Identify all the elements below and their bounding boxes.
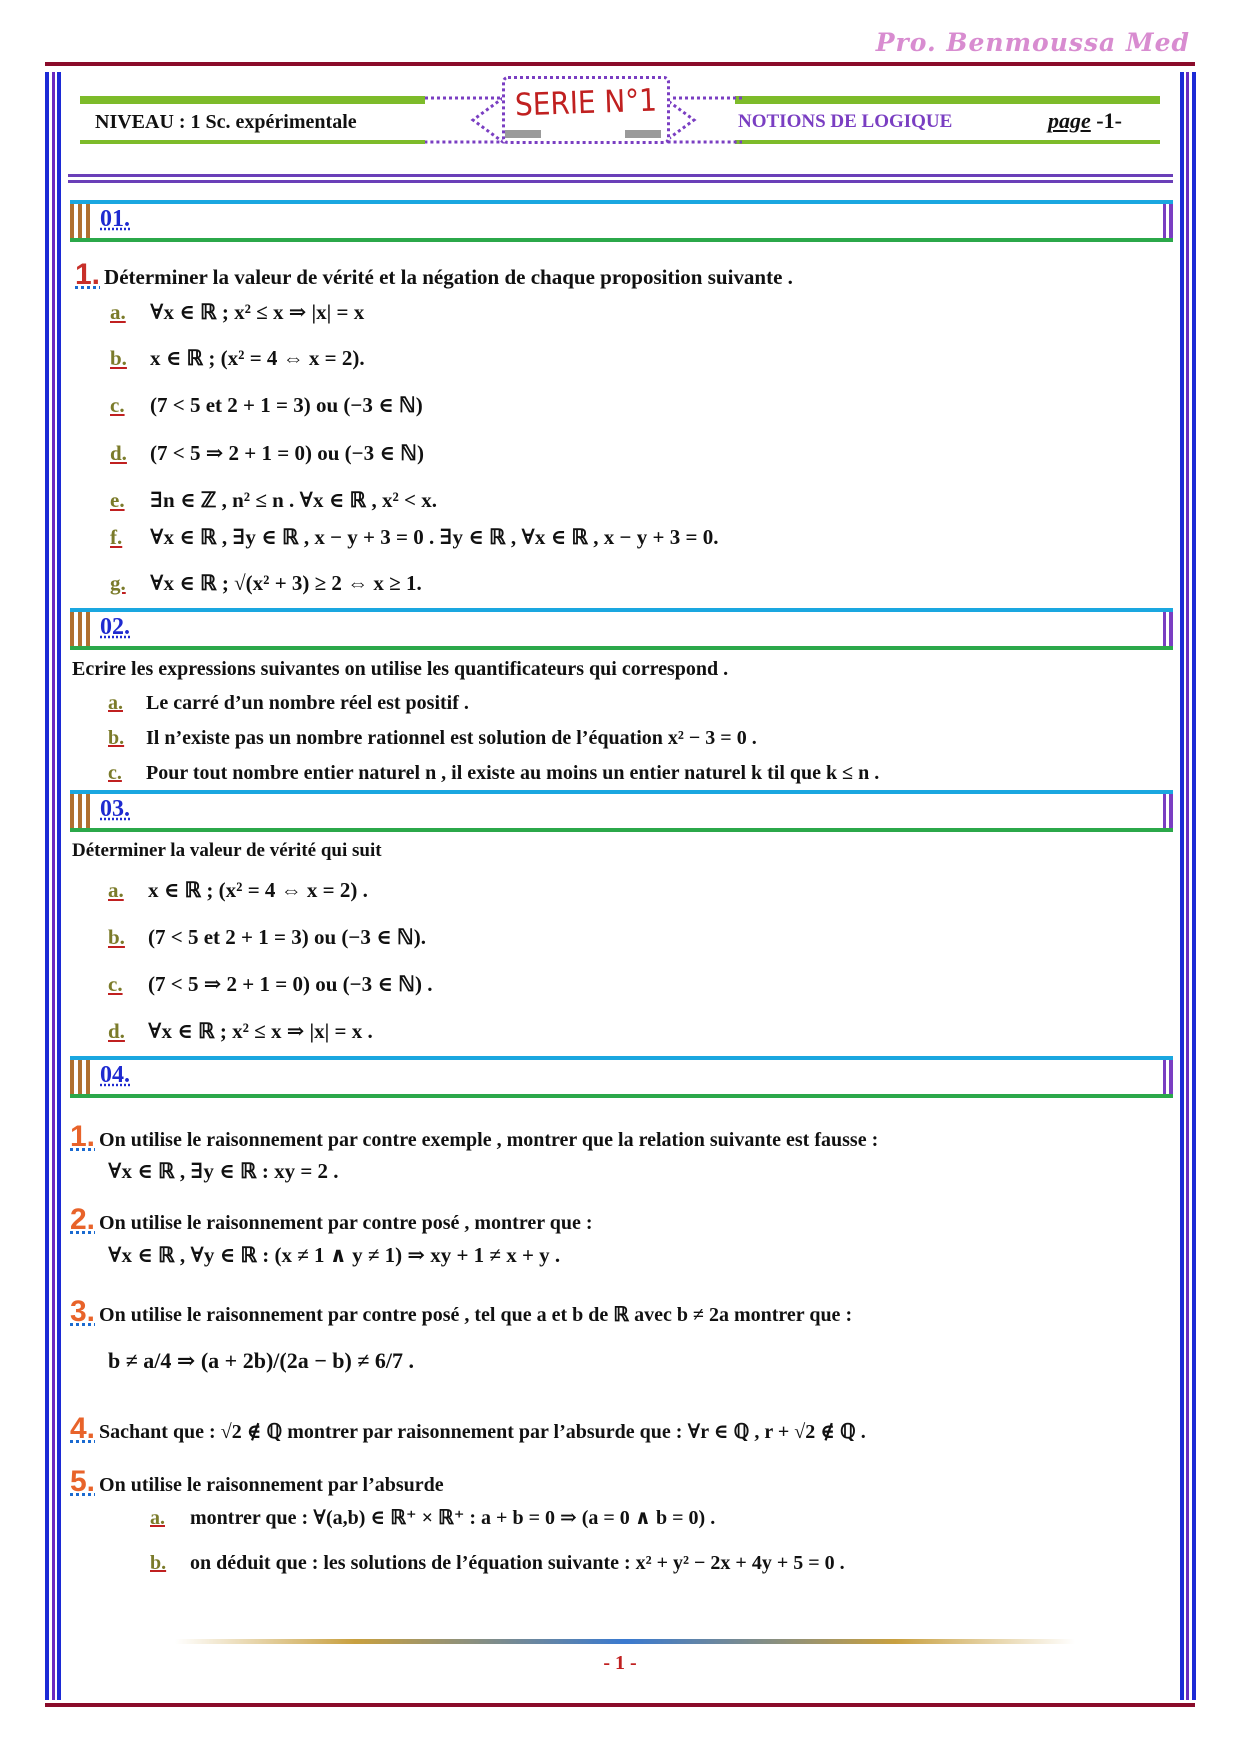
item-text: x ∈ ℝ ; (x² = 4 ⇔ x = 2) .	[148, 878, 368, 902]
item-label: d.	[110, 441, 127, 465]
item-text: x ∈ ℝ ; (x² = 4 ⇔ x = 2).	[150, 346, 365, 370]
header-green-bar-left	[80, 96, 425, 104]
header-green-bar-right	[735, 96, 1160, 104]
s3-item-a	[108, 877, 368, 903]
item-label: a.	[150, 1507, 165, 1529]
question-number: 4.	[70, 1412, 96, 1445]
question-number: 2.	[70, 1203, 96, 1236]
item-text: ∀x ∈ ℝ , ∃y ∈ ℝ , x − y + 3 = 0 . ∃y ∈ ℝ , ∀x ∈ ℝ , x − y + 3 = 0.	[150, 525, 719, 549]
question-text: On utilise le raisonnement par contre posé , tel que a et b de ℝ avec b ≠ 2a montrer que :	[99, 1304, 853, 1326]
item-label: g.	[110, 571, 126, 595]
page-indicator	[1048, 108, 1122, 134]
s1-item-f	[110, 524, 718, 550]
s1-item-e	[110, 487, 437, 513]
s1-item-c	[110, 392, 423, 418]
item-text: (7 < 5 et 2 + 1 = 3) ou (−3 ∈ ℕ).	[148, 925, 426, 949]
item-label: a.	[110, 300, 126, 324]
question-number: 5.	[70, 1465, 96, 1498]
item-text: (7 < 5 ⇒ 2 + 1 = 0) ou (−3 ∈ ℕ)	[150, 441, 424, 465]
s3-item-d	[108, 1018, 373, 1044]
s1-item-d	[110, 440, 424, 466]
frame-top-line	[45, 62, 1195, 66]
s4-q3	[70, 1295, 852, 1329]
page-label: page	[1048, 108, 1091, 133]
question-number: 3.	[70, 1295, 96, 1328]
s1-item-g	[110, 570, 422, 596]
item-label: c.	[108, 972, 123, 996]
item-label: a.	[108, 878, 124, 902]
item-text: Il n’existe pas un nombre rationnel est solution de l’équation x² − 3 = 0 .	[146, 727, 757, 749]
section-02-header	[70, 608, 1173, 650]
item-text: ∀x ∈ ℝ ; √(x² + 3) ≥ 2 ⇔ x ≥ 1.	[150, 571, 422, 595]
s4-q3-formula: b ≠ a/4 ⇒ (a + 2b)/(2a − b) ≠ 6/7 .	[108, 1348, 415, 1373]
s1-q1	[75, 258, 793, 292]
s4-q1	[70, 1120, 878, 1154]
question-text: Sachant que : √2 ∉ ℚ montrer par raisonnement par l’absurde que : ∀r ∈ ℚ , r + √2 ∉ ℚ .	[99, 1421, 866, 1443]
item-text: (7 < 5 ⇒ 2 + 1 = 0) ou (−3 ∈ ℕ) .	[148, 972, 433, 996]
section-number: 04.	[100, 1062, 130, 1088]
s2-intro: Ecrire les expressions suivantes on utilise les quantificateurs qui correspond .	[72, 658, 729, 680]
header-green-underline-left	[80, 140, 425, 144]
section-03-header	[70, 790, 1173, 832]
frame-bottom-line	[45, 1703, 1195, 1707]
question-number: 1.	[75, 258, 101, 291]
s4-q4	[70, 1412, 866, 1446]
s4-q1-formula: ∀x ∈ ℝ , ∃y ∈ ℝ : xy = 2 .	[108, 1159, 339, 1183]
s2-item-b	[108, 727, 757, 750]
topic-label: NOTIONS DE LOGIQUE	[738, 111, 953, 132]
item-label: b.	[108, 727, 125, 749]
item-label: d.	[108, 1019, 125, 1043]
question-number: 1.	[70, 1120, 96, 1153]
s4-q5-item-b	[150, 1552, 845, 1575]
s1-item-b	[110, 345, 365, 371]
header-green-underline-right	[735, 140, 1160, 144]
page-value: -1-	[1096, 108, 1122, 133]
niveau-label: NIVEAU : 1 Sc. expérimentale	[95, 111, 357, 133]
s3-item-b	[108, 924, 426, 950]
s4-q5-item-a	[150, 1505, 715, 1530]
item-label: c.	[108, 762, 122, 784]
item-text: Le carré d’un nombre réel est positif .	[146, 692, 469, 714]
section-04-header	[70, 1056, 1173, 1098]
question-text: On utilise le raisonnement par contre posé , montrer que :	[99, 1212, 593, 1234]
footer-page-number: - 1 -	[603, 1652, 637, 1674]
s4-q2-formula: ∀x ∈ ℝ , ∀y ∈ ℝ : (x ≠ 1 ∧ y ≠ 1) ⇒ xy + 1 ≠ x + y .	[108, 1243, 561, 1267]
item-label: a.	[108, 692, 123, 714]
s2-item-c	[108, 762, 879, 785]
item-text: on déduit que : les solutions de l’équation suivante : x² + y² − 2x + 4y + 5 = 0 .	[190, 1552, 845, 1574]
header-divider-2	[68, 180, 1173, 183]
question-text: On utilise le raisonnement par l’absurde	[99, 1474, 444, 1496]
item-label: f.	[110, 525, 123, 549]
s1-item-a	[110, 299, 364, 325]
footer-divider	[175, 1639, 1075, 1644]
item-text: (7 < 5 et 2 + 1 = 3) ou (−3 ∈ ℕ)	[150, 393, 423, 417]
s2-item-a	[108, 692, 469, 715]
author-name: Pro. Benmoussa Med	[875, 28, 1190, 57]
s3-item-c	[108, 971, 432, 997]
item-label: b.	[108, 925, 125, 949]
serie-title: SERIE N°1	[514, 82, 658, 124]
frame-right-border	[1180, 72, 1196, 1700]
frame-left-border	[45, 72, 61, 1700]
s4-q5	[70, 1465, 444, 1499]
s3-intro: Déterminer la valeur de vérité qui suit	[72, 840, 382, 861]
item-label: b.	[110, 346, 127, 370]
s4-q2	[70, 1203, 593, 1237]
item-label: e.	[110, 488, 125, 512]
section-number: 01.	[100, 206, 130, 232]
question-text: On utilise le raisonnement par contre exemple , montrer que la relation suivante est fausse :	[99, 1129, 879, 1151]
serie-badge-tab-left	[505, 130, 541, 138]
item-text: Pour tout nombre entier naturel n , il existe au moins un entier naturel k til que k ≤ n .	[146, 762, 880, 784]
item-text: ∀x ∈ ℝ ; x² ≤ x ⇒ |x| = x	[150, 300, 365, 324]
item-text: ∃n ∈ ℤ , n² ≤ n . ∀x ∈ ℝ , x² < x.	[150, 488, 437, 512]
question-text: Déterminer la valeur de vérité et la négation de chaque proposition suivante .	[104, 265, 793, 289]
section-01-header	[70, 200, 1173, 242]
section-number: 03.	[100, 796, 130, 822]
item-label: c.	[110, 393, 125, 417]
item-text: ∀x ∈ ℝ ; x² ≤ x ⇒ |x| = x .	[148, 1019, 373, 1043]
serie-badge-tab-right	[625, 130, 661, 138]
item-label: b.	[150, 1552, 167, 1574]
section-number: 02.	[100, 614, 130, 640]
header-divider-1	[68, 174, 1173, 177]
item-text: montrer que : ∀(a,b) ∈ ℝ⁺ × ℝ⁺ : a + b = 0 ⇒ (a = 0 ∧ b = 0) .	[190, 1507, 716, 1529]
